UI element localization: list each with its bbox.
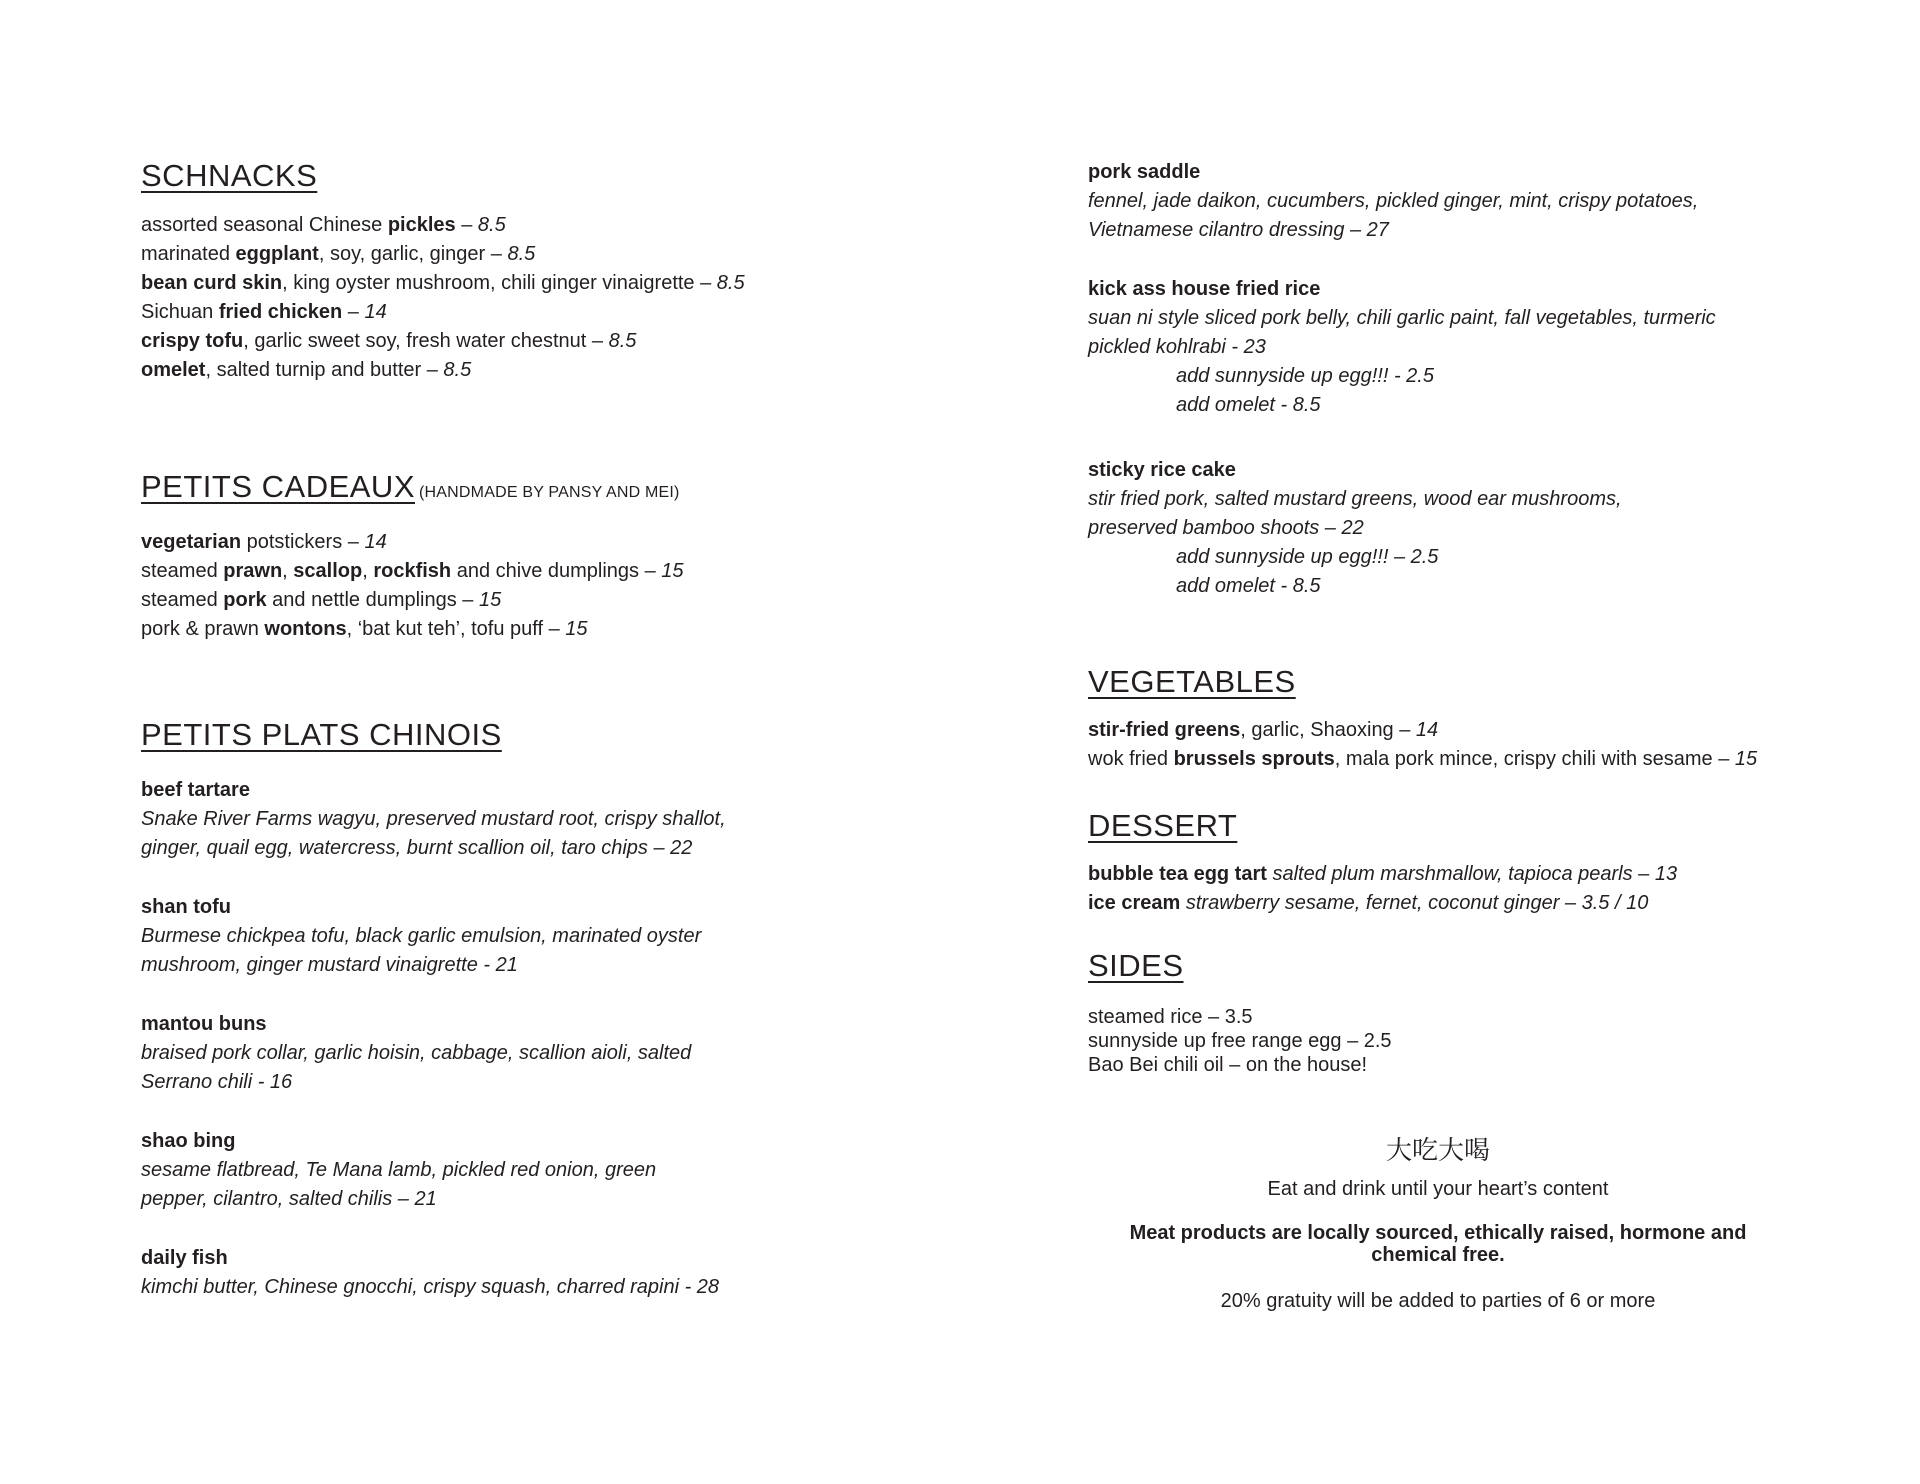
dish xyxy=(141,776,726,863)
menu-item xyxy=(141,240,745,269)
item-text: assorted seasonal Chinese xyxy=(141,214,388,236)
section-title-vegetables: VEGETABLES xyxy=(1088,664,1296,699)
dish-description: suan ni style sliced pork belly, chili garlic paint, fall vegetables, turmeric xyxy=(1088,307,1716,329)
item-text: steamed xyxy=(141,589,224,611)
section-title-schnacks: SCHNACKS xyxy=(141,158,318,193)
item-name: bubble tea egg tart xyxy=(1088,863,1267,885)
dish-description: Vietnamese cilantro dressing – 27 xyxy=(1088,219,1389,241)
dish-addon: add sunnyside up egg!!! - 2.5 xyxy=(1176,365,1434,387)
dish xyxy=(1088,456,1716,601)
item-text: , soy, garlic, ginger – xyxy=(318,243,508,265)
item-name: rockfish xyxy=(373,560,452,582)
menu-item xyxy=(141,557,684,586)
item-text: , garlic sweet soy, fresh water chestnut – xyxy=(243,330,609,352)
item-text: , king oyster mushroom, chili ginger vinaigrette – xyxy=(282,272,717,294)
item-name: scallop xyxy=(293,560,363,582)
item-text: potstickers – xyxy=(241,531,365,553)
item-name: omelet xyxy=(141,359,206,381)
item-price: 8.5 xyxy=(477,214,506,236)
dish-description: pickled kohlrabi - 23 xyxy=(1088,336,1266,358)
item-name: pickles xyxy=(387,214,456,236)
dish-description: Burmese chickpea tofu, black garlic emulsion, marinated oyster xyxy=(141,925,702,947)
item-detail: 15 xyxy=(1734,748,1758,770)
item-detail: salted plum marshmallow, tapioca pearls – 13 xyxy=(1266,863,1678,885)
dish xyxy=(1088,275,1716,420)
side-item: steamed rice – 3.5 xyxy=(1088,1006,1253,1028)
menu-item xyxy=(141,356,745,385)
side-item: sunnyside up free range egg – 2.5 xyxy=(1088,1030,1392,1052)
item-detail: 14 xyxy=(1415,719,1439,741)
menu-item xyxy=(141,269,745,298)
item-name: ice cream xyxy=(1088,892,1181,914)
petits-cadeaux-title: PETITS CADEAUX xyxy=(141,469,415,504)
chinese-motto: 大吃大喝 xyxy=(1385,1136,1490,1166)
dish xyxy=(141,1127,726,1214)
section-title-sides: SIDES xyxy=(1088,948,1184,983)
item-price: 14 xyxy=(364,301,387,323)
dish-name: pork saddle xyxy=(1088,161,1201,183)
dish-description: preserved bamboo shoots – 22 xyxy=(1088,517,1364,539)
menu-item xyxy=(141,327,745,356)
item-name: eggplant xyxy=(235,243,319,265)
menu-item xyxy=(141,586,684,615)
meat-note-line-2: chemical free. xyxy=(1371,1244,1505,1266)
dish-addon: add sunnyside up egg!!! – 2.5 xyxy=(1176,546,1439,568)
item-text: pork & prawn xyxy=(141,618,265,640)
section-title-petits-cadeaux xyxy=(141,469,680,511)
item-text: – xyxy=(342,301,365,323)
mains-list xyxy=(1088,158,1716,601)
meat-note xyxy=(1088,1222,1788,1266)
tagline: Eat and drink until your heart’s content xyxy=(1267,1178,1609,1200)
dish-description: Snake River Farms wagyu, preserved mustard root, crispy shallot, xyxy=(141,808,726,830)
dish-name: sticky rice cake xyxy=(1088,459,1236,481)
item-name: wontons xyxy=(264,618,347,640)
item-text: , xyxy=(282,560,294,582)
meat-note-line-1: Meat products are locally sourced, ethically raised, hormone and xyxy=(1129,1222,1747,1244)
dish-description: Serrano chili - 16 xyxy=(141,1071,293,1093)
item-detail: 15 xyxy=(478,589,502,611)
item-text: , ‘bat kut teh’, tofu puff – xyxy=(346,618,566,640)
menu-item xyxy=(1088,745,1757,774)
dish-description: kimchi butter, Chinese gnocchi, crispy squash, charred rapini - 28 xyxy=(141,1276,720,1298)
item-text: , garlic, Shaoxing – xyxy=(1240,719,1416,741)
item-text: steamed xyxy=(141,560,224,582)
item-name: pork xyxy=(223,589,267,611)
item-price: 8.5 xyxy=(608,330,637,352)
item-name: bean curd skin xyxy=(141,272,283,294)
item-name: brussels sprouts xyxy=(1173,748,1335,770)
section-title-petits-plats: PETITS PLATS CHINOIS xyxy=(141,717,502,752)
item-text: marinated xyxy=(141,243,236,265)
sides-list xyxy=(1088,1005,1392,1077)
item-text: and nettle dumplings – xyxy=(266,589,479,611)
item-text: Sichuan xyxy=(141,301,219,323)
dish-description: ginger, quail egg, watercress, burnt scallion oil, taro chips – 22 xyxy=(141,837,693,859)
dish-name: mantou buns xyxy=(141,1013,267,1035)
item-name: prawn xyxy=(223,560,283,582)
dish-name: daily fish xyxy=(141,1247,228,1269)
menu-item xyxy=(141,615,684,644)
vegetables-list xyxy=(1088,716,1757,774)
menu-item xyxy=(1088,860,1677,889)
schnacks-list xyxy=(141,211,745,385)
item-price: 8.5 xyxy=(443,359,472,381)
dish xyxy=(141,1010,726,1097)
item-price: 8.5 xyxy=(716,272,745,294)
dish-addon: add omelet - 8.5 xyxy=(1176,394,1321,416)
dish-description: stir fried pork, salted mustard greens, wood ear mushrooms, xyxy=(1088,488,1622,510)
menu-item xyxy=(1088,889,1677,918)
dish-name: beef tartare xyxy=(141,779,250,801)
item-text: wok fried xyxy=(1088,748,1174,770)
dish xyxy=(141,893,726,980)
item-price: 8.5 xyxy=(507,243,536,265)
item-detail: 15 xyxy=(661,560,684,582)
dish-name: kick ass house fried rice xyxy=(1088,278,1321,300)
item-name: fried chicken xyxy=(218,301,343,323)
dish-description: sesame flatbread, Te Mana lamb, pickled red onion, green xyxy=(141,1159,657,1181)
item-name: stir-fried greens xyxy=(1088,719,1241,741)
dish xyxy=(141,1244,726,1302)
petits-plats-list xyxy=(141,776,726,1302)
item-name: crispy tofu xyxy=(141,330,244,352)
gratuity-note: 20% gratuity will be added to parties of 6 or more xyxy=(1220,1290,1656,1312)
item-detail: 15 xyxy=(565,618,588,640)
dessert-list xyxy=(1088,860,1677,918)
side-item: Bao Bei chili oil – on the house! xyxy=(1088,1054,1368,1076)
menu-item xyxy=(141,528,684,557)
item-text: , xyxy=(362,560,374,582)
dish-addon: add omelet - 8.5 xyxy=(1176,575,1321,597)
dish-name: shan tofu xyxy=(141,896,231,918)
item-text: and chive dumplings – xyxy=(451,560,662,582)
menu-item xyxy=(1088,716,1757,745)
dish-description: fennel, jade daikon, cucumbers, pickled ginger, mint, crispy potatoes, xyxy=(1088,190,1699,212)
item-detail: strawberry sesame, fernet, coconut ginger – 3.5 / 10 xyxy=(1180,892,1649,914)
item-text: , salted turnip and butter – xyxy=(205,359,444,381)
item-text: – xyxy=(455,214,478,236)
menu-item xyxy=(141,211,745,240)
item-detail: 14 xyxy=(364,531,387,553)
dish-description: mushroom, ginger mustard vinaigrette - 21 xyxy=(141,954,518,976)
section-title-dessert: DESSERT xyxy=(1088,808,1238,843)
dish-description: pepper, cilantro, salted chilis – 21 xyxy=(141,1188,437,1210)
menu-item xyxy=(141,298,745,327)
petits-cadeaux-list xyxy=(141,528,684,644)
dish xyxy=(1088,158,1716,245)
dish-name: shao bing xyxy=(141,1130,236,1152)
item-text: , mala pork mince, crispy chili with sesame – xyxy=(1334,748,1735,770)
dish-description: braised pork collar, garlic hoisin, cabbage, scallion aioli, salted xyxy=(141,1042,692,1064)
petits-cadeaux-subtitle: (HANDMADE BY PANSY AND MEI) xyxy=(419,484,680,501)
item-name: vegetarian xyxy=(141,531,242,553)
